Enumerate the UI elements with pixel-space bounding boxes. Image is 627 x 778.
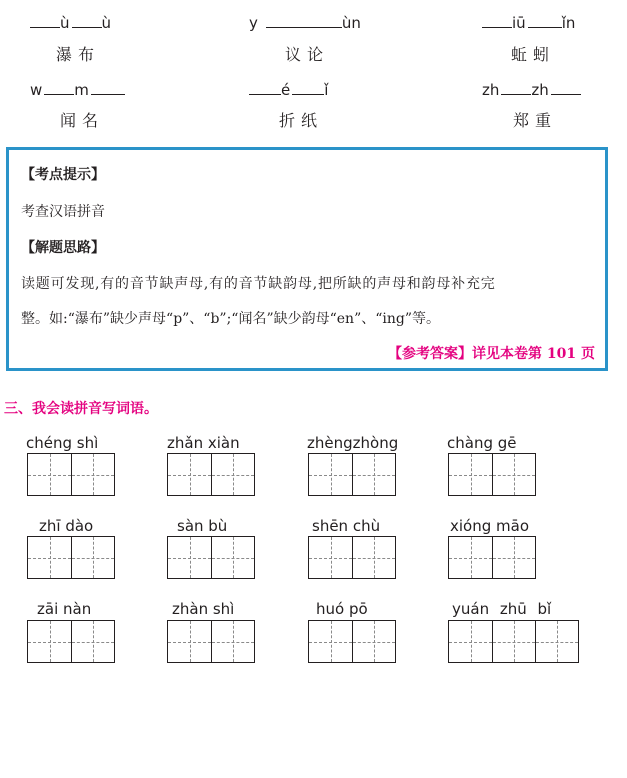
word-label: 议论 — [285, 45, 330, 64]
fill-pinyin-5: é ǐ — [249, 81, 328, 99]
word-pinyin: xióng māo — [450, 517, 529, 535]
word-pinyin: sàn bù — [177, 517, 228, 535]
answer-blank[interactable] — [72, 15, 102, 28]
fill-pinyin-2: y ùn — [249, 14, 361, 32]
answer-blank[interactable] — [30, 15, 60, 28]
answer-blank[interactable] — [292, 82, 324, 95]
fill-pinyin-6: zh zh — [482, 81, 581, 99]
writing-grid[interactable] — [167, 536, 255, 579]
writing-grid[interactable] — [27, 620, 115, 663]
fill-pinyin-3: iū ǐn — [482, 14, 575, 32]
word-label: 折纸 — [279, 111, 324, 130]
answer-blank[interactable] — [91, 82, 125, 95]
reference-answer — [388, 343, 595, 363]
word-pinyin: zhèngzhòng — [307, 434, 399, 452]
word-pinyin: chàng gē — [447, 434, 517, 452]
word-pinyin: zhàn shì — [172, 600, 235, 618]
word-label: 瀑布 — [56, 45, 101, 64]
word-label: 蚯蚓 — [511, 45, 556, 64]
hint-box — [6, 147, 608, 371]
hint-point-text: 考查汉语拼音 — [21, 204, 105, 220]
word-pinyin: zhǎn xiàn — [167, 434, 240, 452]
word-pinyin: shēn chù — [312, 517, 381, 535]
word-pinyin: zāi nàn — [37, 600, 92, 618]
answer-blank[interactable] — [528, 15, 562, 28]
fill-pinyin-4: w m — [30, 81, 125, 99]
writing-grid[interactable] — [448, 620, 579, 663]
answer-text: 详见本卷第 101 页 — [472, 346, 595, 362]
hint-idea-title: 【解题思路】 — [21, 240, 105, 256]
answer-blank[interactable] — [482, 15, 512, 28]
writing-grid[interactable] — [308, 453, 396, 496]
writing-grid[interactable] — [308, 536, 396, 579]
answer-blank[interactable] — [551, 82, 581, 95]
word-label: 闻名 — [60, 111, 105, 130]
writing-grid[interactable] — [27, 453, 115, 496]
hint-idea-line2: 整。如:“瀑布”缺少声母“p”、“b”;“闻名”缺少韵母“en”、“ing”等。 — [21, 311, 441, 327]
writing-grid[interactable] — [448, 453, 536, 496]
answer-blank[interactable] — [249, 82, 281, 95]
word-label: 郑重 — [513, 111, 558, 130]
writing-grid[interactable] — [308, 620, 396, 663]
writing-grid[interactable] — [167, 453, 255, 496]
answer-blank[interactable] — [266, 15, 342, 28]
word-pinyin: huó pō — [316, 600, 368, 618]
hint-point-title: 【考点提示】 — [21, 167, 105, 183]
answer-blank[interactable] — [44, 82, 74, 95]
writing-grid[interactable] — [27, 536, 115, 579]
word-pinyin: yuán zhū bǐ — [452, 600, 552, 618]
writing-grid[interactable] — [167, 620, 255, 663]
answer-blank[interactable] — [501, 82, 531, 95]
hint-idea-line1: 读题可发现,有的音节缺声母,有的音节缺韵母,把所缺的声母和韵母补充完 — [21, 276, 496, 292]
section-title: 三、我会读拼音写词语。 — [4, 401, 158, 417]
word-pinyin: zhī dào — [39, 517, 94, 535]
writing-grid[interactable] — [448, 536, 536, 579]
word-pinyin: chéng shì — [26, 434, 99, 452]
answer-bracket: 【参考答案】 — [388, 346, 473, 362]
fill-pinyin-1: ù ù — [30, 14, 111, 32]
